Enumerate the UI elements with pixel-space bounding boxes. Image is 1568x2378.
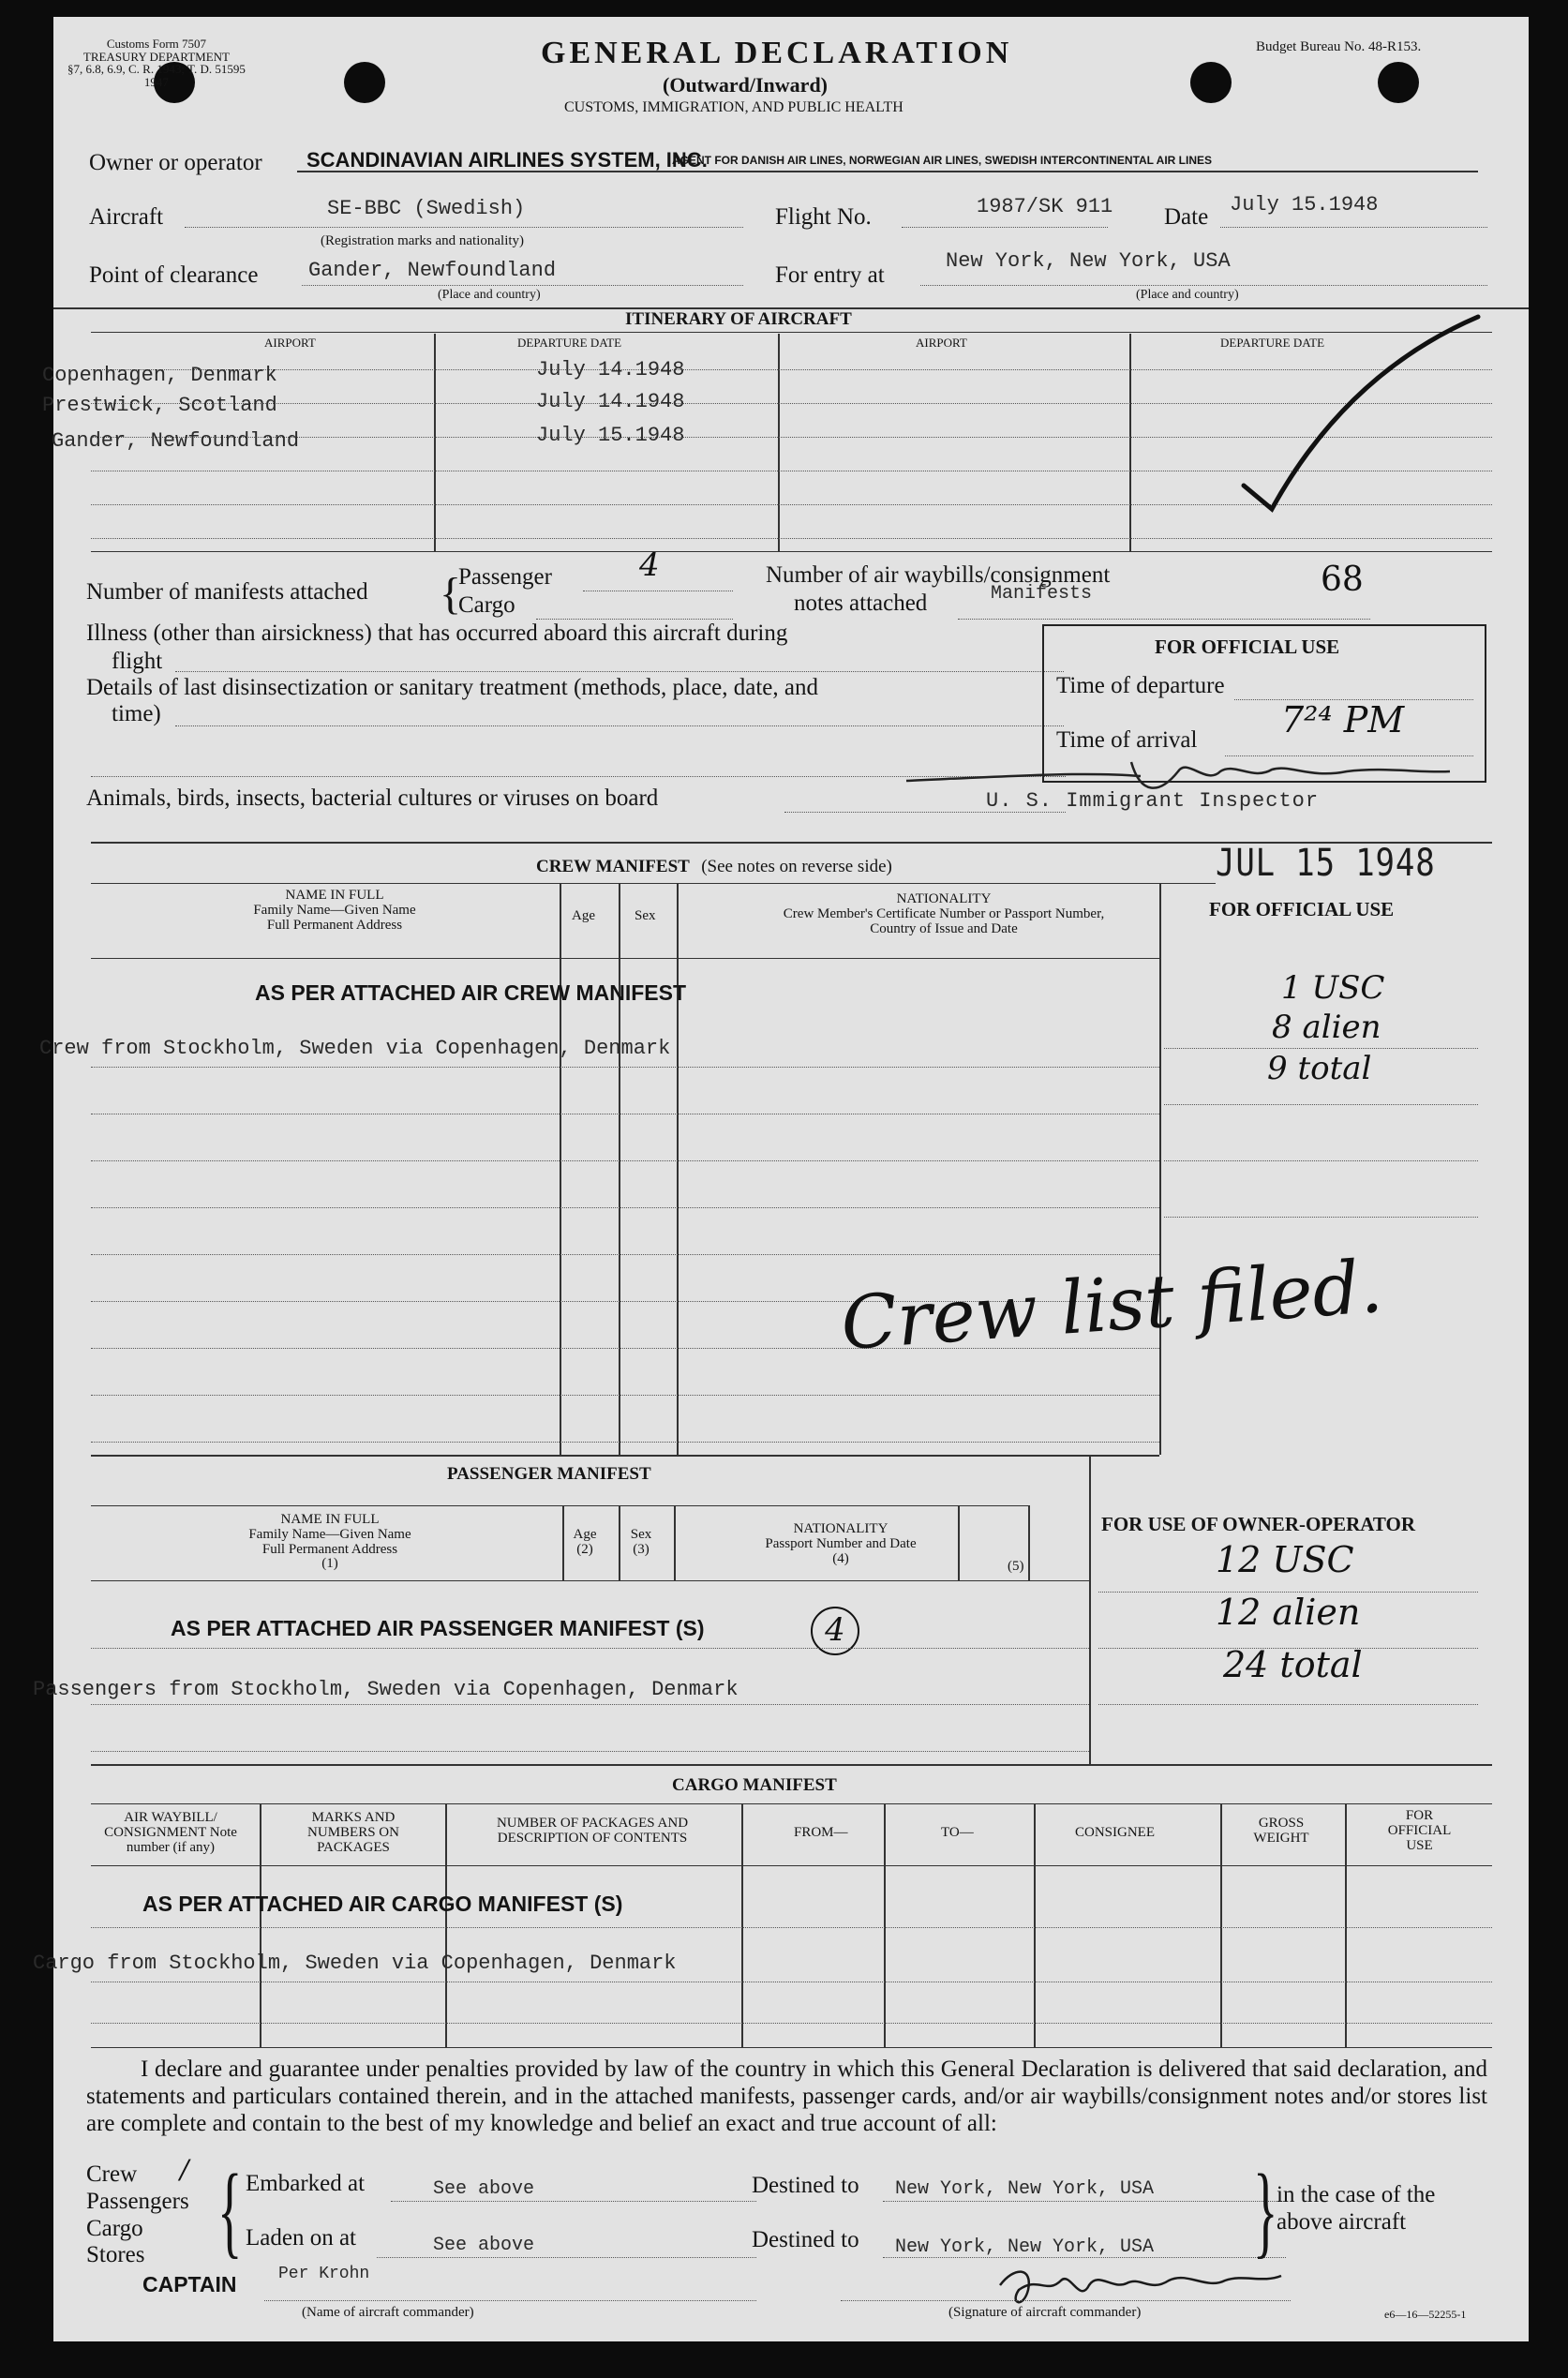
declaration-item-crew: Crew [86, 2161, 138, 2187]
passenger-top-rule [91, 1455, 1159, 1457]
passenger-divider [619, 1505, 620, 1580]
disinsect-question: Details of last disinsectization or sanitary treatment (methods, place, date, and [86, 675, 818, 700]
captain-line [264, 2300, 756, 2301]
commander-signature-label: (Signature of aircraft commander) [948, 2305, 1142, 2320]
disinsect-question-2: time) [112, 701, 161, 726]
crew-official-line [1164, 1160, 1478, 1161]
flight-line [902, 227, 1108, 228]
itinerary-airport: Prestwick, Scotland [42, 394, 277, 417]
passenger-sex-h: Sex [630, 1527, 652, 1542]
passenger-count-usc: 12 USC [1216, 1539, 1354, 1580]
cargo-manifest-line [536, 619, 733, 620]
crew-row-line [91, 1442, 1159, 1443]
cargo-typed-line: Cargo from Stockholm, Sweden via Copenhagen, Denmark [33, 1952, 677, 1975]
crew-header-bottom [91, 958, 1159, 959]
cargo-divider [260, 1803, 261, 2047]
animals-question: Animals, birds, insects, bacterial cultures or viruses on board [86, 785, 659, 811]
captain-typed-name: Per Krohn [278, 2265, 370, 2283]
crew-row-line [91, 1207, 1159, 1208]
crew-row-line [91, 1160, 1159, 1161]
itinerary-airport: Copenhagen, Denmark [42, 364, 277, 387]
time-of-departure-label: Time of departure [1056, 673, 1225, 698]
itinerary-date: July 14.1948 [536, 358, 685, 381]
aircraft-line [185, 227, 743, 228]
clearance-line [302, 285, 743, 286]
crew-row-line [91, 1395, 1159, 1396]
signature-line [841, 2300, 1291, 2301]
crew-header-age: Age [572, 908, 595, 923]
crew-name-h1: NAME IN FULL [285, 888, 384, 903]
passenger-header-col5: (5) [1008, 1559, 1024, 1574]
owner-underline [297, 171, 1478, 172]
cargo-divider [445, 1803, 447, 2047]
cargo-header-to: TO— [941, 1825, 974, 1840]
declaration-text: I declare and guarantee under penalties provided by law of the country in which this General Declaration is delivered that said declaration, and statements and particulars contained therein, and in the attached manifests, passenger cards, and/or air waybills/consignment notes and/or stores list are complete and contain to the best of my knowledge and belief an exact and true account of all: [86, 2056, 1487, 2136]
waybills-typed: Manifests [991, 583, 1093, 605]
crew-count-usc: 1 USC [1281, 969, 1385, 1007]
embarked-label: Embarked at [246, 2171, 366, 2196]
print-code: e6—16—52255-1 [1384, 2308, 1467, 2321]
cargo-divider [1345, 1803, 1347, 2047]
crew-divider [560, 883, 561, 1455]
time-of-arrival-value: 7²⁴ PM [1281, 699, 1405, 740]
crew-nat-h3: Country of Issue and Date [870, 920, 1018, 936]
crew-header-sex: Sex [635, 908, 656, 923]
destined-brace: } [1253, 2153, 1278, 2267]
itinerary-title: ITINERARY OF AIRCRAFT [625, 309, 852, 329]
cargo-row-line [91, 2023, 1492, 2024]
crew-official-line [1164, 1048, 1478, 1049]
embarked-value: See above [433, 2178, 535, 2200]
form-id-line: §7, 6.8, 6.9, C. R. 1943; T. D. 51595 [67, 62, 246, 77]
form-agencies: CUSTOMS, IMMIGRATION, AND PUBLIC HEALTH [564, 99, 903, 115]
passenger-header-age [571, 1528, 599, 1558]
date-line [1220, 227, 1487, 228]
declaration-item-passengers: Passengers [86, 2188, 189, 2214]
clearance-label: Point of clearance [89, 262, 259, 288]
date-stamp: JUL 15 1948 [1216, 842, 1436, 885]
cargo-header-rule [91, 1803, 1492, 1804]
clearance-value: Gander, Newfoundland [308, 259, 557, 282]
form-title: GENERAL DECLARATION [541, 36, 1013, 70]
aircraft-value: SE-BBC (Swedish) [327, 197, 526, 220]
waybills-label: Number of air waybills/consignment [766, 562, 1111, 588]
aircraft-label: Aircraft [89, 204, 164, 230]
official-use-title: FOR OFFICIAL USE [1155, 636, 1340, 658]
form-id-line: TREASURY DEPARTMENT [82, 49, 230, 64]
waybills-line [958, 619, 1370, 620]
cargo-header-weight: GROSS WEIGHT [1253, 1816, 1309, 1846]
form-id-block [67, 37, 246, 89]
general-declaration-form [33, 17, 1529, 2341]
flight-label: Flight No. [775, 204, 872, 230]
passenger-divider [674, 1505, 676, 1580]
itinerary-divider [778, 334, 780, 551]
passenger-age-h: Age [573, 1527, 597, 1542]
crew-header-nationality [695, 892, 1192, 936]
crew-official-use-header: FOR OFFICIAL USE [1209, 898, 1395, 920]
passenger-row-line [91, 1751, 1089, 1752]
passenger-row-line [91, 1648, 1089, 1649]
itinerary-header-airport: AIRPORT [916, 336, 967, 350]
passenger-nat-h1: NATIONALITY [793, 1521, 889, 1536]
crew-count-total: 9 total [1267, 1050, 1372, 1087]
itinerary-divider [434, 334, 436, 551]
cargo-divider [884, 1803, 886, 2047]
crew-row-line [91, 1254, 1159, 1255]
crew-official-line [1164, 1104, 1478, 1105]
passenger-sex-num: (3) [633, 1541, 650, 1557]
owner-operator-use-header: FOR USE OF OWNER-OPERATOR [1101, 1513, 1416, 1535]
passenger-count-alien: 12 alien [1216, 1592, 1361, 1633]
cargo-header-from: FROM— [794, 1825, 848, 1840]
declaration-item-cargo: Cargo [86, 2215, 143, 2241]
cargo-header-bottom [91, 1865, 1492, 1866]
passenger-manifest-label: Passenger [458, 564, 552, 590]
declaration-item-stores: Stores [86, 2242, 145, 2268]
laden-line [377, 2257, 756, 2258]
form-id-line: Customs Form 7507 [106, 37, 207, 51]
passenger-name-num: (1) [321, 1556, 338, 1572]
form-direction: (Outward/Inward) [663, 73, 829, 97]
itinerary-divider [1129, 334, 1131, 551]
checkmark-mark [1234, 298, 1497, 523]
passenger-header-sex [627, 1528, 655, 1558]
form-id-line: 1947 [143, 74, 169, 89]
passenger-nat-h2: Passport Number and Date [765, 1535, 917, 1551]
crew-attached-note: AS PER ATTACHED AIR CREW MANIFEST [255, 980, 686, 1005]
passenger-header-rule [91, 1505, 1028, 1506]
cargo-top-rule [91, 1764, 1492, 1766]
illness-line [175, 671, 1064, 672]
passenger-circled-count: 4 [811, 1607, 859, 1655]
itinerary-date: July 15.1948 [536, 424, 685, 447]
cargo-divider [1220, 1803, 1222, 2047]
crew-typed-line: Crew from Stockholm, Sweden via Copenhagen, Denmark [39, 1037, 671, 1060]
passenger-nat-num: (4) [832, 1550, 849, 1566]
items-brace: { [217, 2153, 243, 2267]
cargo-header-consignee: CONSIGNEE [1075, 1825, 1155, 1840]
crew-divider [619, 883, 620, 1455]
case-note [1277, 2182, 1435, 2236]
passenger-divider [958, 1505, 960, 1580]
entry-value: New York, New York, USA [946, 249, 1231, 273]
crew-count-alien: 8 alien [1272, 1009, 1381, 1046]
crew-divider [1159, 883, 1161, 1455]
destined-line [883, 2201, 1286, 2202]
embarked-line [391, 2201, 756, 2202]
commander-name-label: (Name of aircraft commander) [302, 2305, 474, 2320]
passenger-header-name [203, 1513, 456, 1572]
laden-label: Laden on at [246, 2225, 357, 2251]
passenger-age-num: (2) [576, 1541, 593, 1557]
crew-title-text: CREW MANIFEST [536, 857, 690, 876]
waybills-label-2: notes attached [794, 591, 928, 616]
entry-line [920, 285, 1487, 286]
date-value: July 15.1948 [1230, 193, 1379, 217]
itinerary-header-airport: AIRPORT [264, 336, 316, 350]
itinerary-header-departure: DEPARTURE DATE [1220, 336, 1325, 350]
cargo-manifest-label: Cargo [458, 592, 515, 618]
destined-value: New York, New York, USA [895, 2178, 1155, 2200]
passenger-name-h3: Full Permanent Address [261, 1541, 398, 1557]
crew-title-note: (See notes on reverse side) [701, 857, 892, 876]
crew-header-rule [91, 883, 1216, 884]
crew-divider [677, 883, 679, 1455]
captain-label: CAPTAIN [142, 2272, 237, 2296]
crew-row-line [91, 1067, 1159, 1068]
passenger-divider [562, 1505, 564, 1580]
passenger-typed-line: Passengers from Stockholm, Sweden via Copenhagen, Denmark [33, 1678, 739, 1701]
crew-check-mark: / [180, 2154, 189, 2185]
itinerary-bottom-rule [91, 551, 1492, 552]
punch-hole [344, 62, 385, 103]
cargo-row-line [91, 1927, 1492, 1928]
punch-hole [1190, 62, 1232, 103]
owner-agent-note: AGENT FOR DANISH AIR LINES, NORWEGIAN AIR LINES, SWEDISH INTERCONTINENTAL AIR LINES [672, 154, 1213, 167]
passenger-right-divider [1089, 1455, 1091, 1764]
laden-value: See above [433, 2235, 535, 2256]
manifests-label: Number of manifests attached [86, 579, 368, 605]
cargo-header-description: NUMBER OF PACKAGES AND DESCRIPTION OF CONTENTS [496, 1816, 689, 1846]
cargo-header-marks: MARKS AND NUMBERS ON PACKAGES [307, 1810, 399, 1855]
itinerary-date: July 14.1948 [536, 390, 685, 413]
crew-list-filed-note: Crew list filed. [838, 1244, 1386, 1368]
itinerary-row-line [91, 538, 1492, 539]
budget-bureau-number: Budget Bureau No. 48-R153. [1256, 39, 1422, 54]
punch-hole [1378, 62, 1419, 103]
waybills-count: 68 [1321, 561, 1364, 599]
crew-nat-h1: NATIONALITY [896, 891, 992, 906]
cargo-attached-note: AS PER ATTACHED AIR CARGO MANIFEST (S) [142, 1892, 623, 1916]
passenger-divider [1028, 1505, 1030, 1580]
passenger-header-bottom [91, 1580, 1089, 1581]
crew-name-h3: Full Permanent Address [266, 917, 403, 933]
cargo-manifest-title: CARGO MANIFEST [672, 1775, 837, 1795]
crew-nat-h2: Crew Member's Certificate Number or Passport Number, [783, 905, 1105, 921]
passenger-name-h2: Family Name—Given Name [248, 1526, 411, 1542]
itinerary-airport: Gander, Newfoundland [52, 429, 300, 453]
entry-label: For entry at [775, 262, 885, 288]
disinsect-line [175, 725, 1064, 726]
declaration-items [86, 2161, 189, 2269]
crew-official-line [1164, 1217, 1478, 1218]
owner-use-line [1098, 1704, 1478, 1705]
owner-value: SCANDINAVIAN AIRLINES SYSTEM, INC. [306, 148, 708, 172]
passenger-manifest-title: PASSENGER MANIFEST [447, 1464, 651, 1484]
entry-sublabel: (Place and country) [1136, 288, 1239, 302]
passenger-attached-note: AS PER ATTACHED AIR PASSENGER MANIFEST (S) [171, 1616, 705, 1640]
cargo-divider [1034, 1803, 1036, 2047]
cargo-divider [741, 1803, 743, 2047]
passenger-row-line [91, 1704, 1089, 1705]
passenger-manifest-count: 4 [639, 546, 660, 584]
cargo-header-waybill: AIR WAYBILL/ CONSIGNMENT Note number (if any) [104, 1810, 237, 1855]
crew-header-name [194, 889, 475, 933]
destined-value-2: New York, New York, USA [895, 2236, 1155, 2258]
owner-label: Owner or operator [89, 150, 262, 175]
manifests-brace: { [440, 569, 462, 619]
inspector-title: U. S. Immigrant Inspector [986, 789, 1320, 813]
cargo-bottom-rule [91, 2047, 1492, 2048]
flight-value: 1987/SK 911 [977, 195, 1113, 218]
crew-name-h2: Family Name—Given Name [253, 902, 416, 918]
itinerary-header-departure: DEPARTURE DATE [517, 336, 622, 350]
cargo-header-official: FOR OFFICIAL USE [1387, 1808, 1452, 1853]
destined-label-2: Destined to [752, 2227, 859, 2252]
case-note-line-2: above aircraft [1277, 2208, 1407, 2235]
destined-label: Destined to [752, 2173, 859, 2198]
time-of-arrival-label: Time of arrival [1056, 727, 1198, 753]
aircraft-sublabel: (Registration marks and nationality) [321, 233, 525, 248]
case-note-line-1: in the case of the [1277, 2182, 1436, 2207]
crew-manifest-title [536, 857, 892, 877]
clearance-sublabel: (Place and country) [438, 288, 541, 302]
illness-question: Illness (other than airsickness) that has occurred aboard this aircraft during [86, 621, 788, 646]
date-label: Date [1164, 204, 1209, 230]
passenger-count-total: 24 total [1223, 1644, 1363, 1685]
illness-question-2: flight [112, 649, 163, 674]
passenger-header-nationality [700, 1522, 981, 1566]
passenger-name-h1: NAME IN FULL [280, 1512, 380, 1527]
